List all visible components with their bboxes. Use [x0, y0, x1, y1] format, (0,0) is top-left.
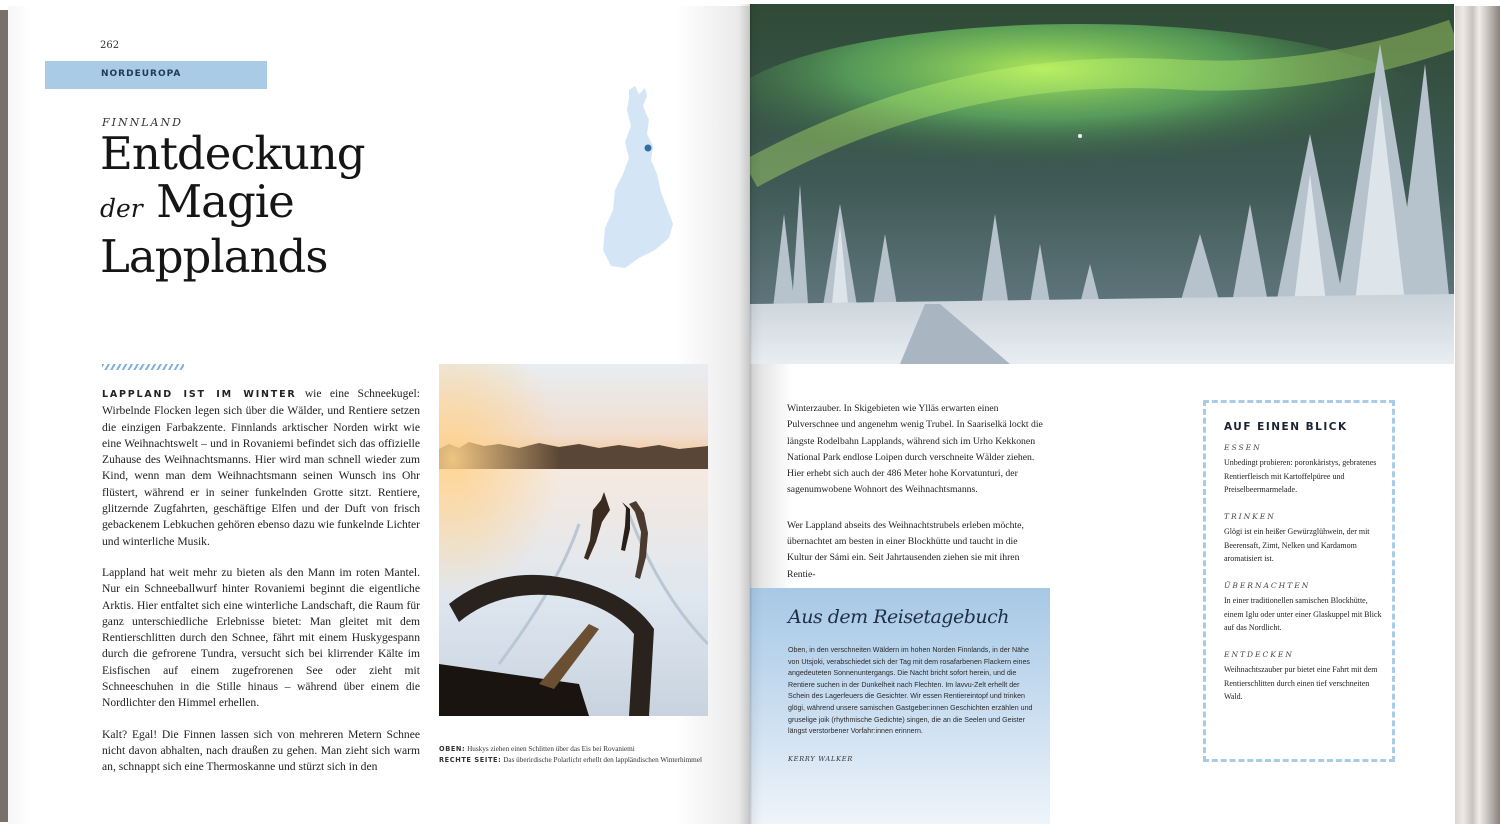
section-label-bar: [45, 61, 267, 89]
photo-caption: [439, 744, 739, 766]
country-kicker: FINNLAND: [102, 116, 183, 129]
title-line-2-small: der: [100, 194, 143, 223]
at-a-glance-title: AUF EINEN BLICK: [1224, 421, 1348, 433]
glance-section-entdecken: [1224, 650, 1384, 704]
paragraph-2: Lappland hat weit mehr zu bieten als den Mann im roten Mantel. Nur ein Schneeballwurf hinter Rovaniemi beginnt die eigentliche Arktis. Hier entfaltet sich eine winterliche Landschaft, die Raum für ganz unterschiedliche Erlebnisse bietet: Man gleitet mit dem Rentierschlitten durch den Schnee, fährt mit einem Huskygespann durch die gefrorene Tundra, versucht sich bei klirrender Kälte im Eisfischen auf einem zugefrorenen See oder zieht mit Schneeschuhen in die Stille hinaus – während über einem die Nordlichter den Himmel erhellen.: [102, 565, 420, 710]
decorative-dashed-rule: [102, 364, 184, 370]
lead-in: LAPPLAND IST IM WINTER: [102, 389, 297, 400]
husky-sled-photo: [439, 364, 708, 716]
finland-map-shape: [603, 86, 673, 268]
caption-line-2: [439, 755, 739, 766]
glance-text: Glögi ist ein heißer Gewürzglühwein, der mit Beerensaft, Zimt, Nelken und Kardamom aromatisiert ist.: [1224, 527, 1370, 564]
section-label: NORDEUROPA: [101, 69, 182, 79]
title-line-3: Lapplands: [100, 230, 328, 283]
caption-text-2: Das überirdische Polarlicht erhellt den lappländischen Winterhimmel: [503, 756, 702, 764]
diary-title: Aus dem Reisetagebuch: [788, 606, 1009, 628]
glance-text: Weihnachtszauber pur bietet eine Fahrt mit dem Rentierschlitten durch einen tief verschneiten Wald.: [1224, 665, 1378, 702]
paragraph-1-text: wie eine Schneekugel: Wirbelnde Flocken legen sich über die Wälder, und Rentiere setzen die einzigen Farbakzente. Finnlands arktischer Norden wirkt wie eine Weihnachtswelt – und in Rovaniemi befindet sich das offizielle Zuhause des Weihnachtsmanns. Hier wird man schnell wieder zum Kind, wenn man dem Weihnachtsmann seinen Wunsch ins Ohr flüstert, während er in seiner funkelnden Grotte sitzt. Rentiere, glitzernde Zugfahrten, geschäftige Elfen und der Duft von frisch gebackenem Lebkuchen gehören ebenso dazu wie funkelnde Lichter und winterliche Musik.: [102, 387, 420, 548]
glance-section-uebernachten: [1224, 581, 1384, 635]
book-gutter-shadow: [738, 4, 762, 824]
page-number: 262: [100, 40, 120, 51]
paragraph-1: [102, 386, 420, 550]
diary-text: Oben, in den verschneiten Wäldern im hohen Norden Finnlands, in der Nähe von Utsjoki, verabschiedet sich der Tag mit dem rosafarbenen Flackern eines angedeuteten Sonnenuntergangs. Die Nacht bricht sofort herein, und die Rentiere suchen in der Dunkelheit nach Flechten. Im lavvu-Zelt erhellt der Schein des Lagerfeuers die Gesichter. Wir essen Rentiereintopf und trinken glögi, während unsere samischen Gastgeber:innen Geschichten erzählen und gruselige joik (rhythmische Gedichte) singen, die an die Seelen und Geister längst verstorbener Vorfahr:innen erinnern.: [788, 646, 1033, 736]
book-page-stack-right: [1454, 6, 1500, 824]
caption-label-1: OBEN:: [439, 745, 466, 753]
body-text-right: [787, 401, 1045, 602]
article-title: [100, 127, 365, 283]
glance-section-trinken: [1224, 512, 1384, 566]
body-text-left: [102, 386, 420, 791]
aurora-forest-photo: [750, 4, 1454, 364]
caption-text-1: Huskys ziehen einen Schlitten über das Eis bei Rovaniemi: [467, 745, 635, 753]
caption-line-1: [439, 744, 739, 755]
right-paragraph-1: Winterzauber. In Skigebieten wie Ylläs erwarten einen Pulverschnee und angenehm wenig Trubel. In Saariselkä lockt die längste Rodelbahn Lapplands, während sich im Urho Kekkonen National Park endlose Loipen durch verschneite Wälder ziehen. Hier erhebt sich auch der 486 Meter hohe Korvatunturi, der sagenumwobene Wohnort des Weihnachtsmanns.: [787, 403, 1043, 496]
glance-head: TRINKEN: [1224, 512, 1276, 521]
travel-diary-box: [750, 588, 1050, 824]
diary-author: KERRY WALKER: [788, 755, 854, 763]
right-paragraph-2: Wer Lappland abseits des Weihnachtstrubels erleben möchte, übernachtet am besten in einer Blockhütte und taucht in die Kultur der Sámi ein. Seit Jahrtausenden ziehen sie mit ihren Rentie-: [787, 519, 1024, 580]
location-dot: [645, 145, 652, 152]
title-line-2-main: Magie: [156, 175, 294, 228]
paragraph-3: Kalt? Egal! Die Finnen lassen sich von mehreren Metern Schnee nicht davon abhalten, nach draußen zu gehen. Man zieht sich warm an, schnappt sich eine Thermoskanne und stürzt sich in den: [102, 727, 420, 774]
title-line-2: [100, 175, 365, 233]
glance-text: Unbedingt probieren: poronkäristys, gebratenes Rentierfleisch mit Kartoffelpüree und Preiselbeermarmelade.: [1224, 458, 1377, 495]
finland-map: [595, 82, 685, 272]
glance-section-essen: [1224, 443, 1384, 497]
title-line-1: Entdeckung: [100, 127, 365, 180]
caption-label-2: RECHTE SEITE:: [439, 756, 502, 764]
book-cover-edge-left: [0, 10, 8, 822]
glance-text: In einer traditionellen samischen Blockhütte, einem Iglu oder unter einer Glaskuppel mit Blick auf das Nordlicht.: [1224, 596, 1382, 633]
glance-head: ESSEN: [1224, 443, 1262, 452]
at-a-glance-box: [1203, 400, 1395, 762]
glance-head: ENTDECKEN: [1224, 650, 1294, 659]
glance-head: ÜBERNACHTEN: [1224, 581, 1311, 590]
